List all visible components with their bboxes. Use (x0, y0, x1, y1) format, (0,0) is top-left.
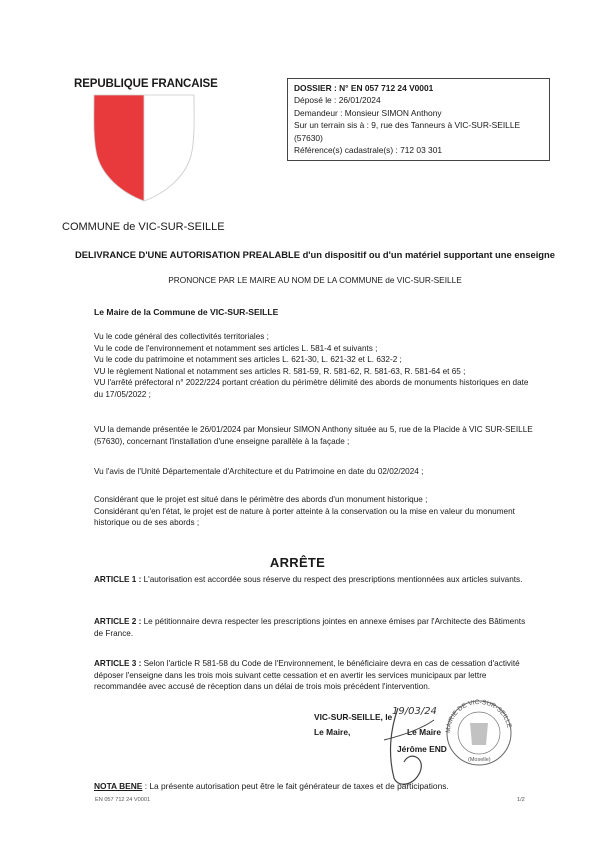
signatory-name: Jérôme END (397, 744, 447, 754)
vu-item: Vu le code de l'environnement et notamment ses articles L. 581-4 et suivants ; (94, 343, 378, 353)
avis-paragraph: Vu l'avis de l'Unité Départementale d'Architecture et du Patrimoine en date du 02/02/2024 ; (94, 467, 424, 476)
considerant-item: Considérant qu'en l'état, le projet est de nature à porter atteinte à la conservation ou la mise en valeur du monument historique ou de ses abords ; (94, 506, 515, 528)
article-text: L'autorisation est accordée sous réserve du respect des prescriptions mentionnées aux articles suivants. (141, 575, 523, 584)
signature-role-right: Le Maire (407, 727, 441, 737)
article-label: ARTICLE 2 : (94, 617, 142, 626)
dossier-box (287, 78, 550, 161)
mairie-stamp (438, 695, 520, 767)
vu-item: Vu le code du patrimoine et notamment ses articles L. 621-30, L. 621-32 et L. 632-2 ; (94, 355, 402, 365)
vu-item: VU le règlement National et notamment ses articles R. 581-59, R. 581-62, R. 581-63, R. 581-64 et 65 ; (94, 366, 466, 376)
nota-label: NOTA BENE (94, 781, 143, 791)
article-text: Le pétitionnaire devra respecter les prescriptions jointes en annexe émises par l'Architecte des Bâtiments de France. (94, 617, 526, 638)
dossier-applicant: Demandeur : Monsieur SIMON Anthony (294, 107, 442, 118)
vu-list (94, 331, 534, 401)
page-number: 1/2 (517, 797, 525, 803)
arrete-heading: ARRÊTE (269, 555, 326, 570)
nota-text: : La présente autorisation peut être le fait générateur de taxes et de participations. (142, 781, 449, 791)
commune-name: COMMUNE de VIC-SUR-SEILLE (62, 221, 225, 233)
signature-role-left: Le Maire, (314, 727, 351, 737)
dossier-postcode: (57630) (294, 132, 323, 143)
considerant-list (94, 494, 534, 529)
demande-paragraph: VU la demande présentée le 26/01/2024 par Monsieur SIMON Anthony située au 5, rue de la Placide à VIC SUR-SEILLE (57630), concernant l'installation d'une enseigne parallèle à la façade ; (94, 425, 533, 446)
signature-place: VIC-SUR-SEILLE, le (314, 712, 393, 722)
article-2 (94, 616, 534, 639)
dossier-deposit-date: Déposé le : 26/01/2024 (294, 95, 381, 106)
article-1 (94, 574, 534, 586)
republique-francaise-heading: REPUBLIQUE FRANCAISE (74, 78, 218, 90)
maire-heading: Le Maire de la Commune de VIC-SUR-SEILLE (94, 307, 279, 317)
handwritten-signature (370, 700, 440, 790)
footer-reference: EN 057 712 24 V0001 (95, 797, 151, 803)
vu-item: Vu le code général des collectivités territoriales ; (94, 332, 269, 341)
article-label: ARTICLE 3 : (94, 659, 142, 668)
document-subtitle: PRONONCE PAR LE MAIRE AU NOM DE LA COMMUNE de VIC-SUR-SEILLE (168, 275, 462, 285)
article-3 (94, 658, 534, 693)
nota-bene (94, 781, 449, 791)
considerant-item: Considérant que le projet est situé dans le périmètre des abords d'un monument historique ; (94, 495, 428, 504)
document-title: DELIVRANCE D'UNE AUTORISATION PREALABLE d'un dispositif ou d'un matériel supportant une enseigne (75, 249, 555, 260)
article-label: ARTICLE 1 : (94, 575, 142, 584)
article-text: Selon l'article R 581-58 du Code de l'Environnement, le bénéficiaire devra en cas de cessation d'activité déposer l'enseigne dans les trois mois suivant cette cessation et en avertir les services municipaux par lettre recommandée avec accusé de réception dans un délai de trois mois précédent l'intervention. (94, 659, 520, 692)
commune-coat-of-arms (92, 93, 196, 203)
dossier-number: DOSSIER : N° EN 057 712 24 V0001 (294, 83, 434, 93)
stamp-text: MAIRIE DE VIC-SUR-SEILLE (444, 698, 513, 734)
dossier-cadastre: Référence(s) cadastrale(s) : 712 03 301 (294, 145, 443, 156)
signature-date: 19/03/24 (392, 706, 437, 717)
vu-item: VU l'arrêté préfectoral n° 2022/224 portant création du périmètre délimité des abords de monuments historiques en date du 17/05/2022 ; (94, 378, 529, 399)
dossier-address: Sur un terrain sis à : 9, rue des Tanneurs à VIC-SUR-SEILLE (294, 120, 521, 131)
stamp-bottom-text: (Moselle) (468, 757, 491, 763)
